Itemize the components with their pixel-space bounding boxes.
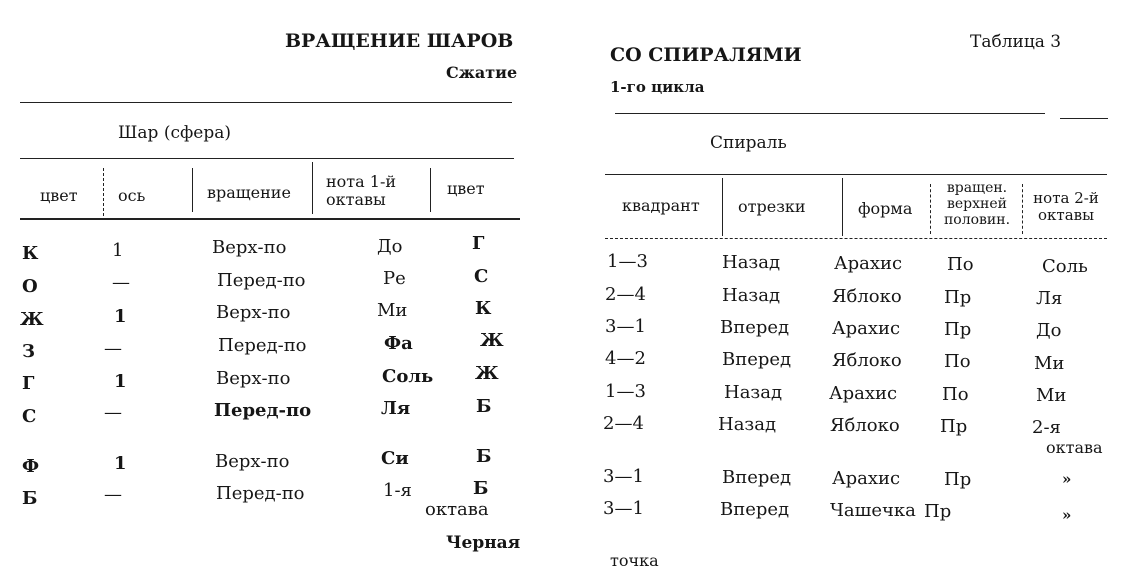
left-cell: 1 [114,306,127,327]
left-cell: Перед-по [218,335,307,356]
left-body-rule [20,218,520,220]
right-cell: 2—4 [603,413,644,434]
right-cell: Ля [1036,288,1063,309]
left-cell: 1-я [383,480,412,501]
left-cell-extra: октава [425,499,489,520]
right-cell: Пр [944,287,972,308]
right-cell: 1—3 [607,251,648,272]
left-cell: 1 [114,371,127,392]
left-cell: Г [472,233,485,254]
left-cell: К [22,243,39,264]
left-cell: — [104,484,122,505]
right-title: СО СПИРАЛЯМИ [610,44,802,66]
right-col-divider [722,178,723,236]
right-cell: По [947,254,974,275]
left-header-rule [20,158,514,159]
right-cell: Вперед [720,317,790,338]
right-col-header: форма [858,199,913,218]
right-col-header: нота 2-й октавы [1033,189,1099,224]
left-cell: До [377,236,403,257]
left-top-rule [20,102,512,103]
right-cell: 3—1 [603,466,644,487]
left-col-divider [103,168,104,216]
right-cell: 1—3 [605,381,646,402]
right-cell: 3—1 [605,316,646,337]
right-cell: Арахис [832,318,901,339]
left-cell: Перед-по [216,483,305,504]
left-col-header: ось [118,186,146,205]
right-cell: По [942,384,969,405]
right-cell: Чашечка [830,500,916,521]
right-cell: До [1036,320,1062,341]
right-col-header: отрезки [738,197,806,216]
left-cell: — [112,272,130,293]
left-cell: К [475,298,492,319]
left-cell: С [474,266,489,287]
right-cell: Яблоко [832,350,902,371]
right-header-rule [605,174,1107,175]
right-col-divider [1022,184,1023,234]
right-cell: По [944,351,971,372]
right-col-divider [930,184,931,234]
left-col-header: вращение [207,183,291,202]
left-footer: Черная [446,533,521,553]
right-cell: Арахис [834,253,903,274]
left-cell: Фа [384,333,413,354]
right-cell: » [1062,470,1072,488]
right-subtitle: 1-го цикла [610,78,705,96]
right-cell: Ми [1034,353,1065,374]
left-cell: Перед-по [214,400,312,421]
left-cell: 1 [112,240,124,261]
right-body-rule [605,238,1107,239]
left-col-divider [192,168,193,212]
left-cell: Верх-по [215,451,290,472]
right-cell: Пр [944,319,972,340]
left-title: ВРАЩЕНИЕ ШАРОВ [285,30,514,52]
right-cell: Вперед [720,499,790,520]
right-cell: 4—2 [605,348,646,369]
left-col-divider [312,162,313,214]
left-cell: Ж [475,363,499,384]
right-cell: Назад [722,252,781,273]
left-cell: О [22,276,38,297]
right-col-header: квадрант [622,196,700,215]
left-cell: Ми [377,300,408,321]
left-cell: — [104,402,122,423]
left-cell: Б [473,478,489,499]
right-cell: Назад [724,382,783,403]
right-footer: точка [610,551,659,570]
right-cell: Ми [1036,385,1067,406]
left-cell: Ж [480,330,504,351]
right-cell: Яблоко [830,415,900,436]
right-group-header: Спираль [710,133,787,153]
left-cell: Си [381,448,409,469]
left-cell: Б [476,446,492,467]
left-group-header: Шар (сфера) [118,123,231,143]
left-col-divider [430,168,431,212]
right-top-rule-end [1060,118,1108,119]
right-cell: Вперед [722,467,792,488]
left-cell: Ре [383,268,406,289]
right-cell: Назад [722,285,781,306]
left-cell: Верх-по [216,368,291,389]
right-col-header: вращен. верхней половин. [943,180,1011,228]
left-cell: Ж [20,309,44,330]
left-col-header: нота 1-й октавы [326,172,397,209]
right-cell: Арахис [832,468,901,489]
left-cell: 1 [114,453,127,474]
left-cell: Ля [381,398,411,419]
left-subtitle: Сжатие [446,63,518,82]
left-cell: Верх-по [216,302,291,323]
left-cell: — [104,338,122,359]
right-cell: 3—1 [603,498,644,519]
right-cell: Пр [940,416,968,437]
left-cell: З [22,341,35,362]
right-cell-extra: октава [1046,438,1103,457]
right-cell: Яблоко [832,286,902,307]
left-cell: Г [22,373,35,394]
right-cell: Соль [1042,256,1088,277]
left-cell: Ф [22,456,40,477]
right-cell: Пр [944,469,972,490]
left-cell: Соль [382,366,434,387]
right-cell: » [1062,506,1072,524]
left-cell: Б [22,488,38,509]
left-cell: С [22,406,37,427]
table-label: Таблица 3 [970,32,1062,52]
right-cell: 2—4 [605,284,646,305]
right-cell: Арахис [829,383,898,404]
right-cell: Вперед [722,349,792,370]
left-cell: Верх-по [212,237,287,258]
right-cell: Назад [718,414,777,435]
right-cell: 2-я [1032,417,1061,438]
right-col-divider [842,178,843,236]
right-top-rule [615,113,1045,114]
left-col-header: цвет [40,186,78,205]
left-cell: Перед-по [217,270,306,291]
left-col-header: цвет [447,179,485,198]
right-cell: Пр [924,501,952,522]
left-cell: Б [476,396,492,417]
